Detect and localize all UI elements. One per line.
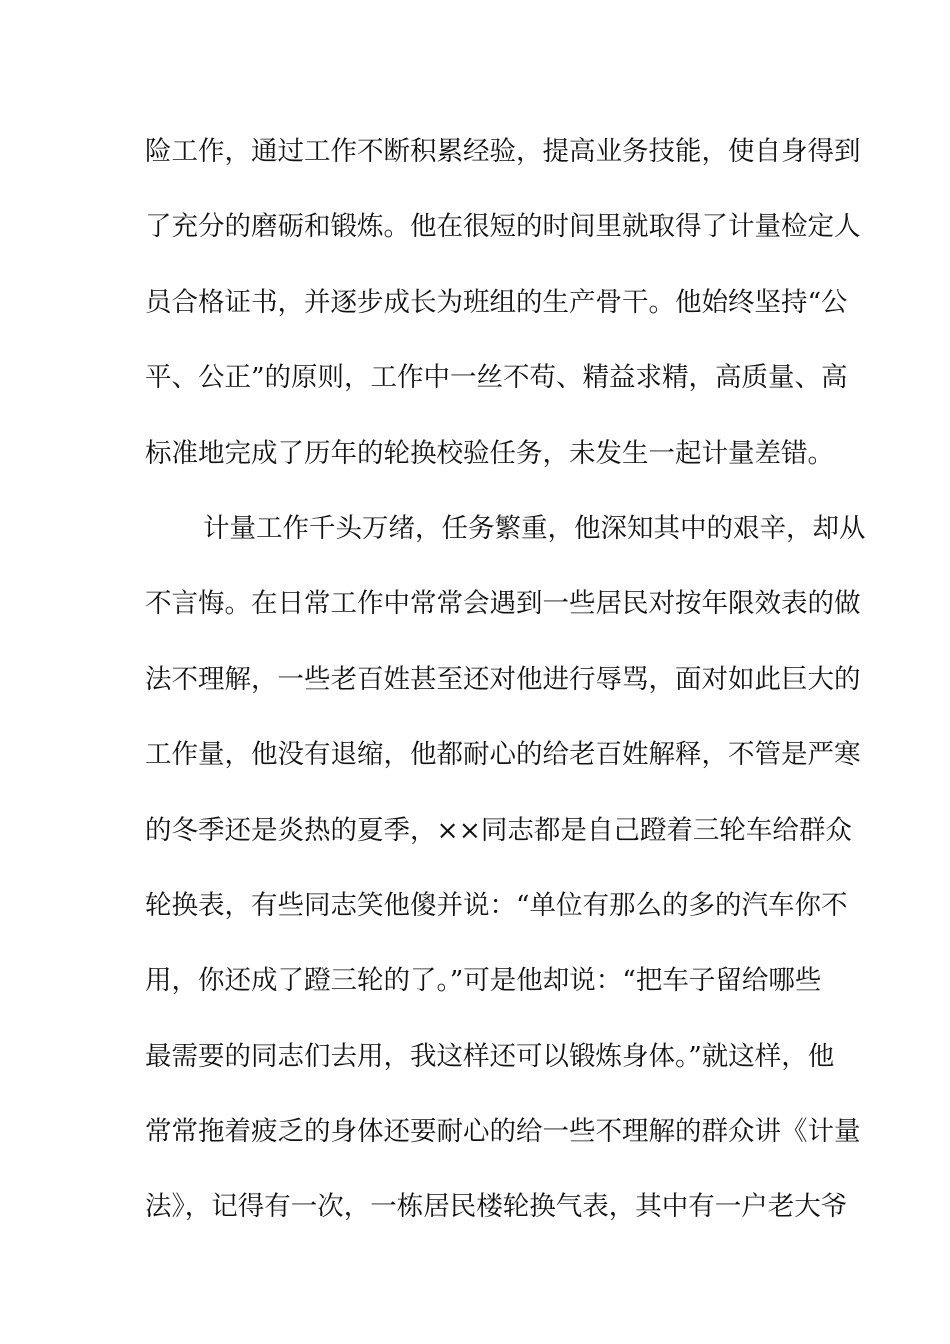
text-line: 最需要的同志们去用，我这样还可以锻炼身体。”就这样，他 xyxy=(145,1040,835,1072)
text-line: 法》，记得有一次，一栋居民楼轮换气表，其中有一户老大爷 xyxy=(145,1191,848,1223)
text-line: 法不理解，一些老百姓甚至还对他进行辱骂，面对如此巨大的 xyxy=(145,663,861,695)
body-text xyxy=(145,128,866,1259)
text-line: 常常拖着疲乏的身体还要耐心的给一些不理解的群众讲《计量 xyxy=(145,1116,861,1148)
text-line: 的冬季还是炎热的夏季，××同志都是自己蹬着三轮车给群众 xyxy=(145,814,852,846)
text-line: 标准地完成了历年的轮换校验任务，未发生一起计量差错。 xyxy=(145,437,834,469)
text-line: 员合格证书，并逐步成长为班组的生产骨干。他始终坚持“公 xyxy=(145,286,848,318)
text-line: 用，你还成了蹬三轮的了。”可是他却说：“把车子留给哪些 xyxy=(145,965,822,997)
text-line: 平、公正”的原则，工作中一丝不苟、精益求精，高质量、高 xyxy=(145,362,848,394)
text-line: 了充分的磨砺和锻炼。他在很短的时间里就取得了计量检定人 xyxy=(145,211,861,243)
text-line: 工作量，他没有退缩，他都耐心的给老百姓解释，不管是严寒 xyxy=(145,739,861,771)
text-line: 计量工作千头万绪，任务繁重，他深知其中的艰辛，却从 xyxy=(203,512,866,544)
text-line: 轮换表，有些同志笑他傻并说：“单位有那么的多的汽车你不 xyxy=(145,889,848,921)
text-line: 不言悔。在日常工作中常常会遇到一些居民对按年限效表的做 xyxy=(145,588,861,620)
text-line: 险工作，通过工作不断积累经验，提高业务技能，使自身得到 xyxy=(145,136,861,167)
